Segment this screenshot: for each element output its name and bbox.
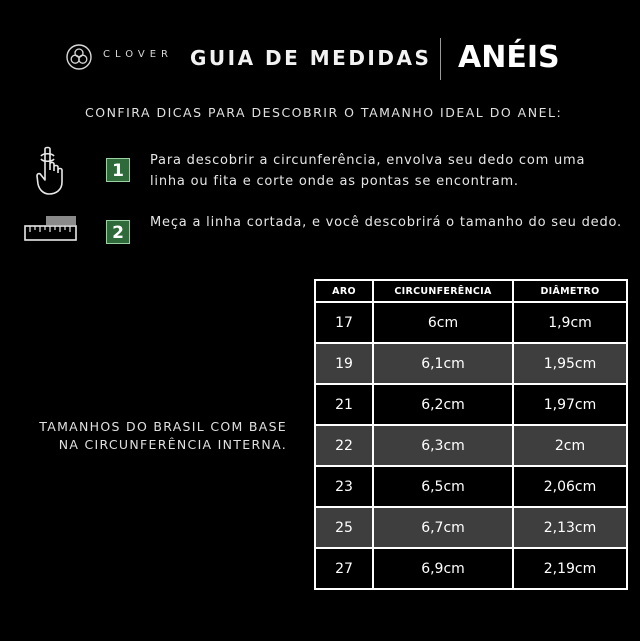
tip-2 [0, 210, 640, 250]
cell-aro: 27 [315, 548, 373, 589]
size-note-line-2: NA CIRCUNFERÊNCIA INTERNA. [58, 437, 287, 452]
tip-1-line-2: linha ou fita e corte onde as pontas se encontram. [150, 174, 519, 189]
cell-diametro: 2cm [513, 425, 627, 466]
cell-circunferencia: 6,2cm [373, 384, 513, 425]
step-badge-1: 1 [106, 158, 130, 182]
guide-subtitle: ANÉIS [458, 40, 560, 75]
cell-aro: 22 [315, 425, 373, 466]
cell-circunferencia: 6,9cm [373, 548, 513, 589]
tips-heading: CONFIRA DICAS PARA DESCOBRIR O TAMANHO IDEAL DO ANEL: [85, 105, 563, 120]
cell-diametro: 2,13cm [513, 507, 627, 548]
header [0, 38, 640, 82]
cell-aro: 19 [315, 343, 373, 384]
ruler-icon [24, 214, 78, 244]
cell-aro: 23 [315, 466, 373, 507]
clover-icon [66, 44, 92, 70]
cell-diametro: 2,06cm [513, 466, 627, 507]
table-row [315, 466, 627, 507]
guide-title: GUIA DE MEDIDAS [190, 46, 432, 70]
header-aro: ARO [315, 280, 373, 302]
tip-1-text [150, 150, 585, 192]
table-row [315, 343, 627, 384]
table-row [315, 548, 627, 589]
step-badge-2: 2 [106, 220, 130, 244]
tip-2-text [150, 212, 622, 233]
cell-diametro: 1,9cm [513, 302, 627, 343]
cell-aro: 25 [315, 507, 373, 548]
brand-name: CLOVER [103, 49, 173, 60]
table-row [315, 507, 627, 548]
tip-2-line-1: Meça a linha cortada, e você descobrirá o tamanho do seu dedo. [150, 215, 622, 230]
cell-diametro: 2,19cm [513, 548, 627, 589]
header-diametro: DIÂMETRO [513, 280, 627, 302]
cell-aro: 21 [315, 384, 373, 425]
size-note-line-1: TAMANHOS DO BRASIL COM BASE [39, 419, 287, 434]
size-note [0, 418, 287, 454]
cell-circunferencia: 6cm [373, 302, 513, 343]
tip-1 [0, 146, 640, 196]
header-divider [440, 38, 441, 80]
cell-diametro: 1,97cm [513, 384, 627, 425]
cell-circunferencia: 6,3cm [373, 425, 513, 466]
cell-diametro: 1,95cm [513, 343, 627, 384]
cell-aro: 17 [315, 302, 373, 343]
tip-1-line-1: Para descobrir a circunferência, envolva seu dedo com uma [150, 153, 586, 168]
table-row [315, 425, 627, 466]
header-circunferencia: CIRCUNFERÊNCIA [373, 280, 513, 302]
table-row [315, 302, 627, 343]
cell-circunferencia: 6,7cm [373, 507, 513, 548]
finger-wrap-icon [36, 146, 72, 196]
cell-circunferencia: 6,5cm [373, 466, 513, 507]
cell-circunferencia: 6,1cm [373, 343, 513, 384]
size-table [314, 279, 628, 590]
table-row [315, 384, 627, 425]
table-header-row [315, 280, 627, 302]
